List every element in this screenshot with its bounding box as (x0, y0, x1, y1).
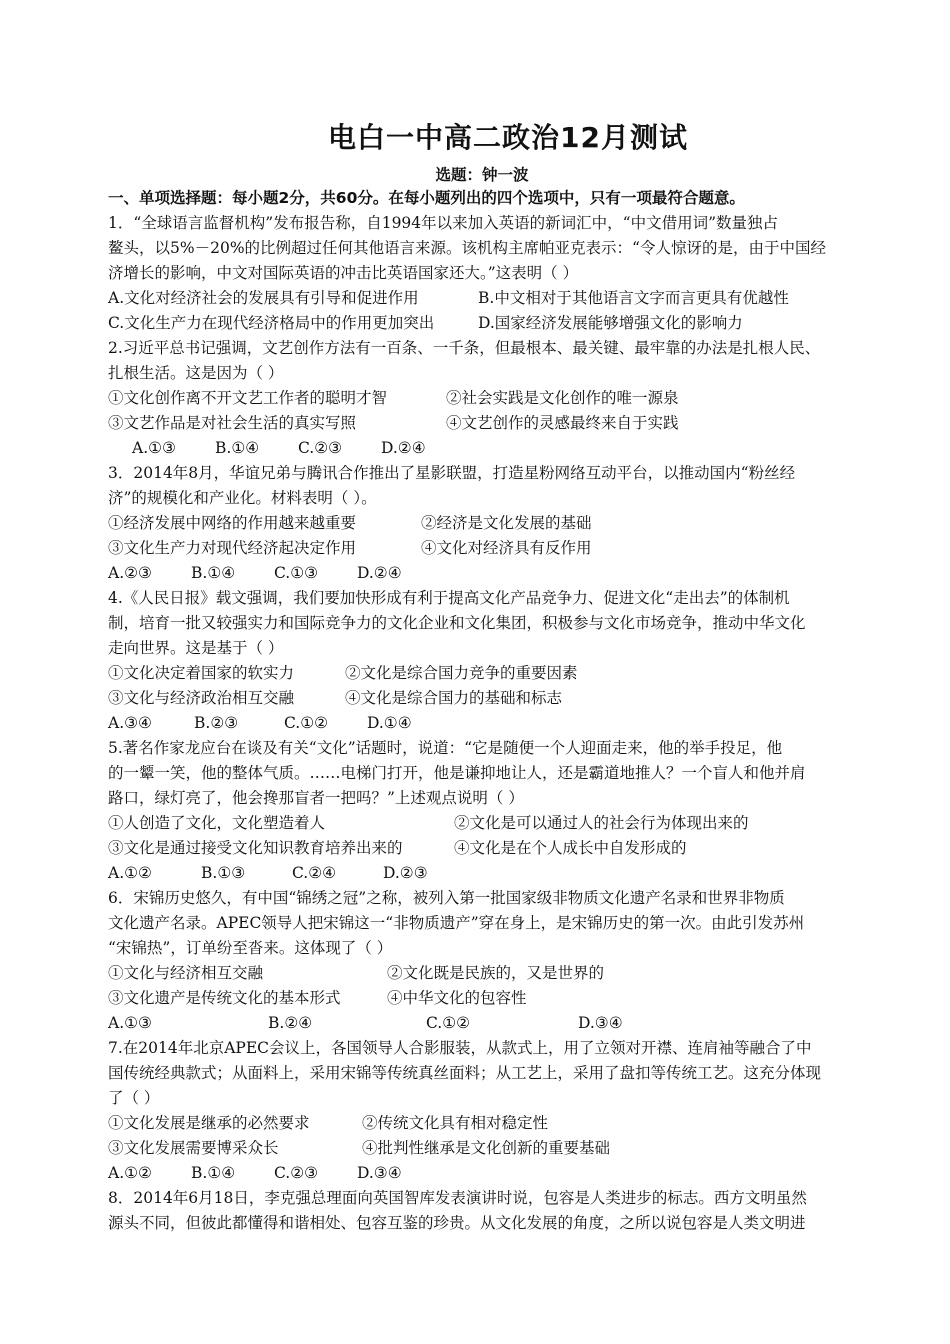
question-2-line-1: 2.习近平总书记强调，文艺创作方法有一百条、一千条，但最根本、最关键、最牢靠的办法是扎根人民、 (108, 339, 821, 357)
question-2-line-2: 扎根生活。这是因为（ ） (108, 364, 284, 382)
question-7-choices (108, 1161, 856, 1186)
q5-statement-4: ④文化是在个人成长中自发形成的 (454, 839, 687, 857)
q5-statement-1: ①人创造了文化，文化塑造着人 (108, 814, 326, 832)
question-7-line-1: 7.在2014年北京APEC会议上，各国领导人合影服装，从款式上，用了立领对开襟、连肩袖等融合了中 (108, 1039, 812, 1057)
q4-choice-c: C.①② (284, 714, 329, 732)
q3-statement-3: ③文化生产力对现代经济起决定作用 (108, 539, 357, 557)
question-6-statements-12 (108, 961, 856, 986)
q4-choice-a: A.③④ (108, 714, 152, 732)
q3-choice-c: C.①③ (274, 564, 319, 582)
q5-choice-c: C.②④ (292, 864, 337, 882)
question-8-line-2: 源头不同，但彼此都懂得和谐相处、包容互鉴的珍贵。从文化发展的角度，之所以说包容是人类文明进 (108, 1214, 806, 1232)
question-4-line-3: 走向世界。这是基于（ ） (108, 639, 284, 657)
q7-statement-3: ③文化发展需要博采众长 (108, 1139, 279, 1157)
question-6-choices (108, 1011, 856, 1036)
question-6-statements-34 (108, 986, 856, 1011)
q2-choice-c: C.②③ (298, 439, 343, 457)
exam-content (108, 186, 856, 1236)
q3-statement-1: ①经济发展中网络的作用越来越重要 (108, 514, 357, 532)
question-4-choices (108, 711, 856, 736)
q3-choice-a: A.②③ (108, 564, 152, 582)
q5-choice-b: B.①③ (201, 864, 246, 882)
question-5-statements-34 (108, 836, 856, 861)
question-1-line-2: 鳌头，以5%－20%的比例超过任何其他语言来源。该机构主席帕亚克表示：“令人惊讶的是，由于中国经 (108, 239, 826, 257)
question-4-statements-12 (108, 661, 856, 686)
question-5-line-2: 的一颦一笑，他的整体气质。……电梯门打开，他是谦抑地让人，还是霸道地推人？一个盲人和他并肩 (108, 764, 806, 782)
q2-statement-4: ④文艺创作的灵感最终来自于实践 (446, 414, 679, 432)
question-2-choices (108, 436, 856, 461)
question-4-line-1: 4.《人民日报》载文强调，我们要加快形成有利于提高文化产品竞争力、促进文化“走出去”的体制机 (108, 589, 790, 607)
q3-choice-b: B.①④ (191, 564, 236, 582)
q6-statement-1: ①文化与经济相互交融 (108, 964, 264, 982)
question-8-line-1: 8．2014年6月18日，李克强总理面向英国智库发表演讲时说，包容是人类进步的标志。西方文明虽然 (108, 1189, 807, 1207)
q3-statement-2: ②经济是文化发展的基础 (421, 514, 592, 532)
question-6-line-2: 文化遗产名录。APEC领导人把宋锦这一“非物质遗产”穿在身上，是宋锦历史的第一次。由此引发苏州 (108, 914, 805, 932)
question-1-line-3: 济增长的影响，中文对国际英语的冲击比英语国家还大。”这表明（ ） (108, 264, 579, 282)
q5-statement-3: ③文化是通过接受文化知识教育培养出来的 (108, 839, 403, 857)
q4-choice-d: D.①④ (367, 714, 412, 732)
author-line: 选题：钟一波 (435, 166, 529, 184)
question-6-line-3: “宋锦热”，订单纷至沓来。这体现了（ ） (108, 939, 393, 957)
q2-choice-b: B.①④ (215, 439, 260, 457)
q1-option-a: A.文化对经济社会的发展具有引导和促进作用 (108, 289, 419, 307)
question-5-choices (108, 861, 856, 886)
q1-option-c: C.文化生产力在现代经济格局中的作用更加突出 (108, 314, 435, 332)
q6-choice-a: A.①③ (108, 1014, 152, 1032)
question-5-line-3: 路口，绿灯亮了，他会搀那盲者一把吗？”上述观点说明（ ） (108, 789, 524, 807)
q4-statement-4: ④文化是综合国力的基础和标志 (345, 689, 563, 707)
page-title: 电白一中高二政治12月测试 (328, 121, 688, 154)
q2-statement-1: ①文化创作离不开文艺工作者的聪明才智 (108, 389, 388, 407)
q7-choice-a: A.①② (108, 1164, 152, 1182)
question-1-options-ab (108, 286, 856, 311)
q2-statement-3: ③文艺作品是对社会生活的真实写照 (108, 414, 357, 432)
question-7-statements-34 (108, 1136, 856, 1161)
q4-statement-3: ③文化与经济政治相互交融 (108, 689, 295, 707)
question-6-line-1: 6．宋锦历史悠久，有中国“锦绣之冠”之称，被列入第一批国家级非物质文化遗产名录和世界非物质 (108, 889, 785, 907)
q6-choice-b: B.②④ (268, 1014, 313, 1032)
question-4-statements-34 (108, 686, 856, 711)
question-2-statements-12 (108, 386, 856, 411)
q2-choice-a: A.①③ (132, 439, 176, 457)
q7-statement-2: ②传统文化具有相对稳定性 (362, 1114, 549, 1132)
q6-statement-2: ②文化既是民族的，又是世界的 (387, 964, 605, 982)
question-1-line-1: 1．“全球语言监督机构”发布报告称，自1994年以来加入英语的新词汇中，“中文借用词”数量独占 (108, 214, 779, 232)
q6-statement-4: ④中华文化的包容性 (387, 989, 527, 1007)
q3-choice-d: D.②④ (357, 564, 402, 582)
q4-statement-2: ②文化是综合国力竞争的重要因素 (345, 664, 578, 682)
q7-statement-1: ①文化发展是继承的必然要求 (108, 1114, 310, 1132)
q1-option-d: D.国家经济发展能够增强文化的影响力 (478, 314, 743, 332)
q4-choice-b: B.②③ (194, 714, 239, 732)
question-3-statements-12 (108, 511, 856, 536)
q2-statement-2: ②社会实践是文化创作的唯一源泉 (446, 389, 679, 407)
q5-statement-2: ②文化是可以通过人的社会行为体现出来的 (454, 814, 749, 832)
q3-statement-4: ④文化对经济具有反作用 (421, 539, 592, 557)
question-1-options-cd (108, 311, 856, 336)
question-7-line-3: 了（ ） (108, 1089, 160, 1107)
q7-choice-d: D.③④ (357, 1164, 402, 1182)
question-5-statements-12 (108, 811, 856, 836)
q6-statement-3: ③文化遗产是传统文化的基本形式 (108, 989, 341, 1007)
q5-choice-a: A.①② (108, 864, 152, 882)
q6-choice-d: D.③④ (578, 1014, 623, 1032)
q7-choice-b: B.①④ (191, 1164, 236, 1182)
question-3-line-1: 3．2014年8月，华谊兄弟与腾讯合作推出了星影联盟，打造星粉网络互动平台，以推动国内“粉丝经 (108, 464, 796, 482)
q7-statement-4: ④批判性继承是文化创新的重要基础 (362, 1139, 611, 1157)
q4-statement-1: ①文化决定着国家的软实力 (108, 664, 295, 682)
question-7-line-2: 国传统经典款式；从面料上，采用宋锦等传统真丝面料；从工艺上，采用了盘扣等传统工艺。这充分体现 (108, 1064, 822, 1082)
question-3-choices (108, 561, 856, 586)
question-3-line-2: 济”的规模化和产业化。材料表明（ ）。 (108, 489, 377, 507)
question-2-statements-34 (108, 411, 856, 436)
q5-choice-d: D.②③ (383, 864, 428, 882)
q7-choice-c: C.②③ (274, 1164, 319, 1182)
q2-choice-d: D.②④ (381, 439, 426, 457)
question-4-line-2: 制，培育一批又较强实力和国际竞争力的文化企业和文化集团，积极参与文化市场竞争，推动中华文化 (108, 614, 806, 632)
q1-option-b: B.中文相对于其他语言文字而言更具有优越性 (478, 289, 789, 307)
question-5-line-1: 5.著名作家龙应台在谈及有关“文化”话题时，说道：“它是随便一个人迎面走来，他的举手投足，他 (108, 739, 783, 757)
question-7-statements-12 (108, 1111, 856, 1136)
section-heading: 一、单项选择题：每小题2分，共60分。在每小题列出的四个选项中，只有一项最符合题意。 (108, 189, 745, 207)
question-3-statements-34 (108, 536, 856, 561)
q6-choice-c: C.①② (426, 1014, 471, 1032)
